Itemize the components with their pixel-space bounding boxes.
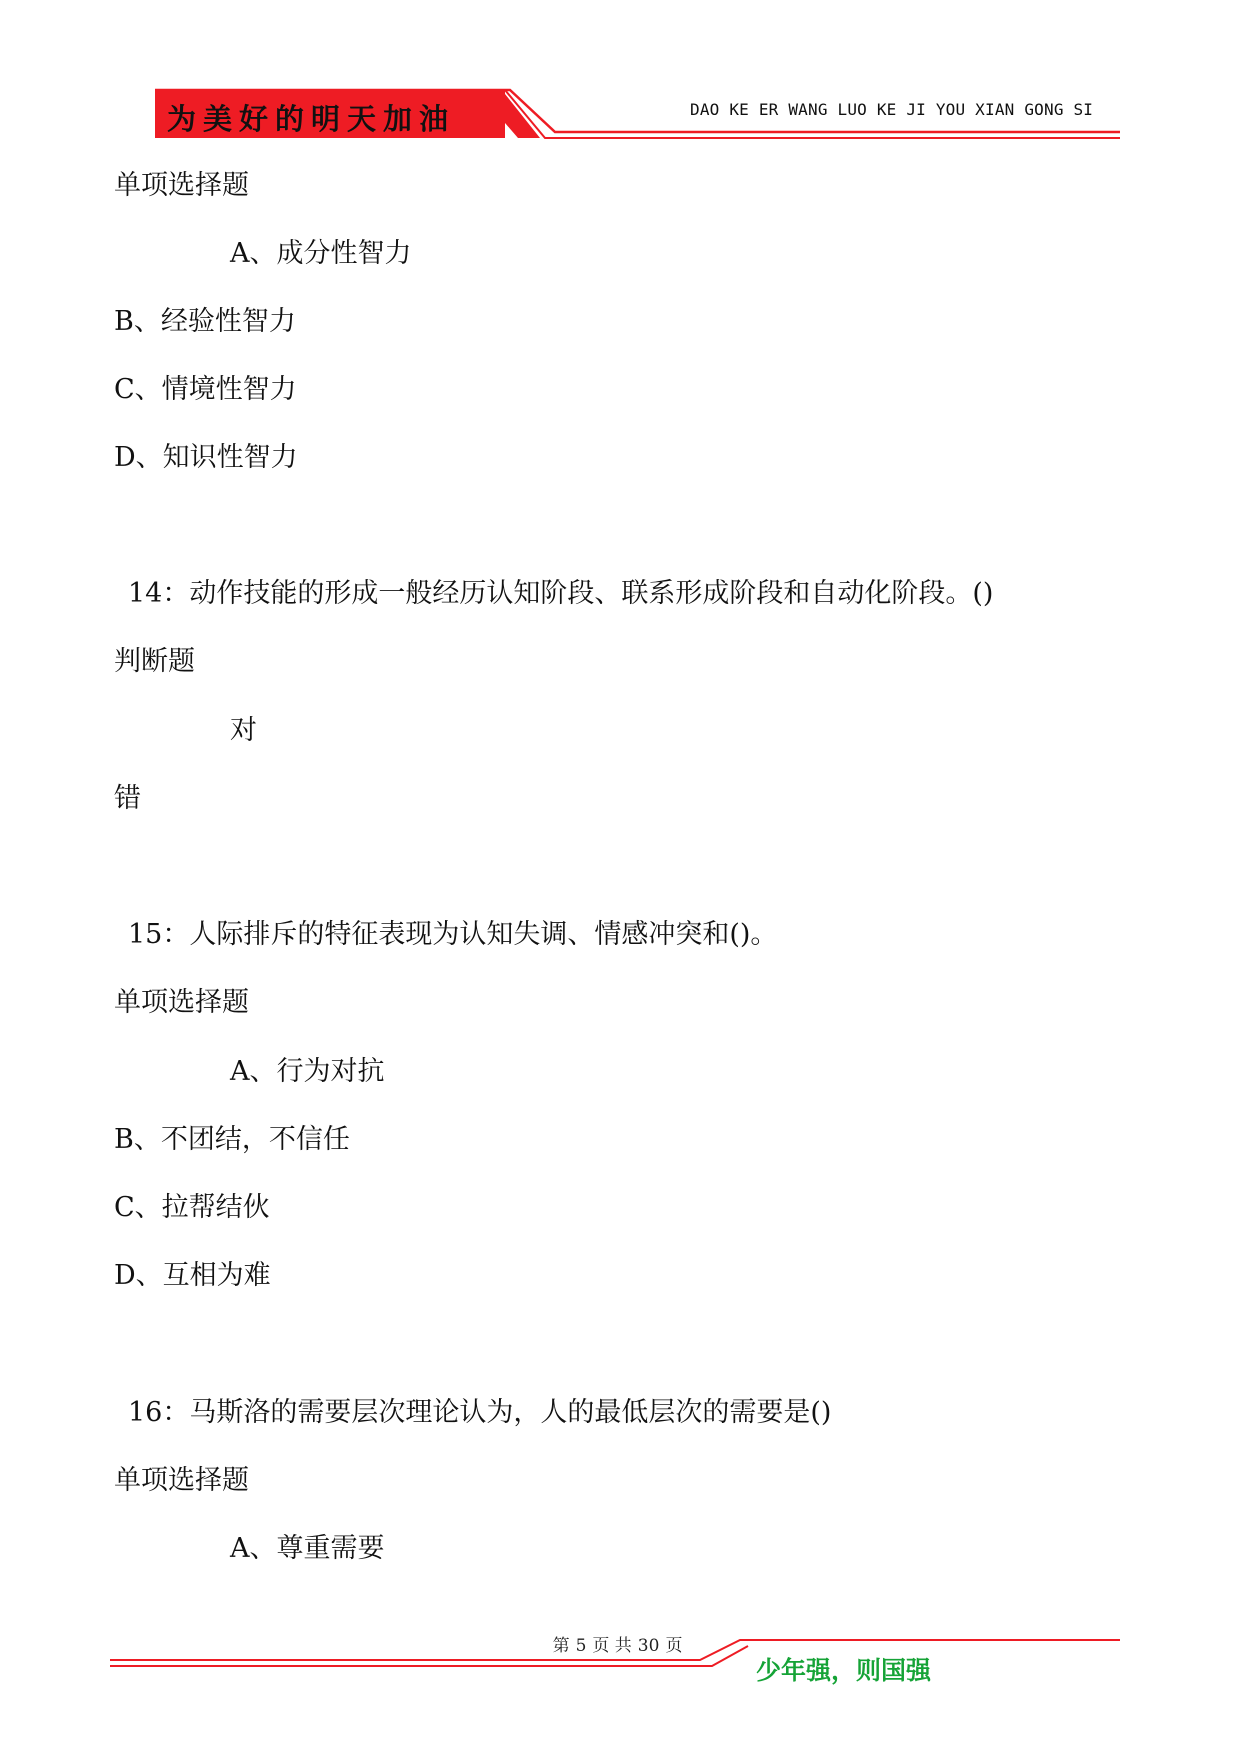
- page-number: [0, 1631, 1235, 1656]
- option-true: 对: [230, 715, 257, 746]
- question-14: 14：动作技能的形成一般经历认知阶段、联系形成阶段和自动化阶段。(): [128, 578, 994, 609]
- question-type: 单项选择题: [114, 1465, 249, 1496]
- option-a: A、尊重需要: [230, 1533, 385, 1564]
- page-mid: 页 共: [592, 1636, 632, 1656]
- option-a: A、成分性智力: [230, 238, 412, 269]
- page-current: 5: [575, 1636, 587, 1656]
- question-16: 16：马斯洛的需要层次理论认为，人的最低层次的需要是(): [128, 1397, 832, 1428]
- option-d: D、互相为难: [114, 1260, 271, 1291]
- header-banner-text: 为美好的明天加油: [167, 102, 456, 136]
- option-false: 错: [114, 783, 141, 814]
- option-d: D、知识性智力: [114, 442, 298, 473]
- option-b: B、经验性智力: [114, 306, 296, 337]
- header-company-name: DAO KE ER WANG LUO KE JI YOU XIAN GONG SI: [690, 100, 1094, 119]
- header-banner: [155, 90, 505, 138]
- option-c: C、拉帮结伙: [114, 1192, 270, 1223]
- page-suffix: 页: [665, 1636, 683, 1656]
- question-type: 单项选择题: [114, 170, 249, 201]
- option-b: B、不团结，不信任: [114, 1124, 350, 1155]
- footer-slogan: 少年强，则国强: [756, 1656, 932, 1685]
- option-c: C、情境性智力: [114, 374, 297, 405]
- page-prefix: 第: [552, 1636, 570, 1656]
- option-a: A、行为对抗: [230, 1056, 385, 1087]
- question-type: 单项选择题: [114, 987, 249, 1018]
- question-15: 15：人际排斥的特征表现为认知失调、情感冲突和()。: [128, 919, 778, 950]
- page-total: 30: [637, 1636, 660, 1656]
- question-type: 判断题: [114, 646, 195, 677]
